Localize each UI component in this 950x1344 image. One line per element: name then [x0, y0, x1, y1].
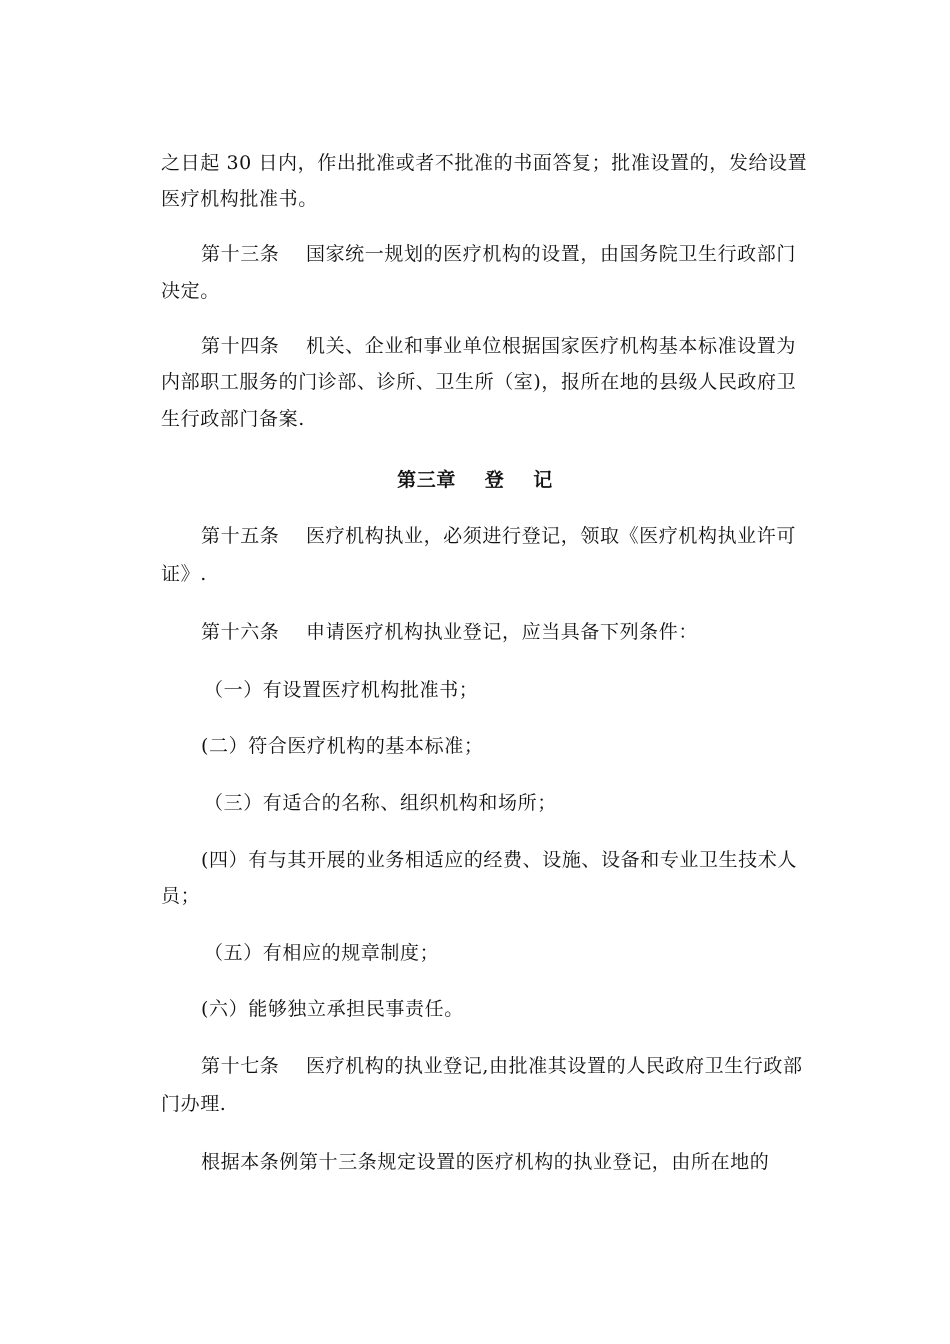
article-13-line [201, 242, 796, 266]
article-text: 医疗机构执业，必须进行登记，领取《医疗机构执业许可 [305, 525, 796, 547]
article-number: 第十三条 [201, 243, 280, 265]
paragraph-line: 根据本条例第十三条规定设置的医疗机构的执业登记，由所在地的 [201, 1151, 770, 1173]
paragraph-line: 门办理. [161, 1093, 227, 1115]
paragraph-line: 决定。 [161, 280, 220, 302]
article-text: 申请医疗机构执业登记，应当具备下列条件： [305, 621, 698, 643]
paragraph-line: 证》. [161, 563, 207, 585]
condition-item: (六）能够独立承担民事责任。 [201, 998, 464, 1020]
condition-item: （三）有适合的名称、组织机构和场所； [204, 792, 557, 814]
article-number: 第十四条 [201, 335, 280, 357]
article-text: 国家统一规划的医疗机构的设置，由国务院卫生行政部门 [305, 243, 796, 265]
paragraph-line: 医疗机构批准书。 [161, 188, 318, 210]
article-text: 机关、企业和事业单位根据国家医疗机构基本标准设置为 [305, 335, 796, 357]
chapter-heading: 第三章 登 记 [397, 469, 553, 491]
article-number: 第十七条 [201, 1055, 280, 1077]
condition-item: （一）有设置医疗机构批准书； [204, 679, 479, 701]
article-number: 第十五条 [201, 525, 280, 547]
article-16-line [201, 620, 698, 644]
article-17-line [201, 1054, 803, 1078]
condition-item: （五）有相应的规章制度； [204, 942, 440, 964]
paragraph-line: 生行政部门备案. [161, 408, 305, 430]
condition-item: (四）有与其开展的业务相适应的经费、设施、设备和专业卫生技术人 [201, 849, 798, 871]
article-number: 第十六条 [201, 621, 280, 643]
paragraph-line: 之日起 30 日内，作出批准或者不批准的书面答复；批准设置的，发给设置 [161, 152, 808, 174]
article-14-line [201, 334, 796, 358]
article-15-line [201, 524, 796, 548]
paragraph-line: 员； [161, 885, 201, 907]
condition-item: (二）符合医疗机构的基本标准； [201, 735, 484, 757]
article-text: 医疗机构的执业登记,由批准其设置的人民政府卫生行政部 [305, 1055, 803, 1077]
paragraph-line: 内部职工服务的门诊部、诊所、卫生所（室)，报所在地的县级人民政府卫 [161, 371, 797, 393]
